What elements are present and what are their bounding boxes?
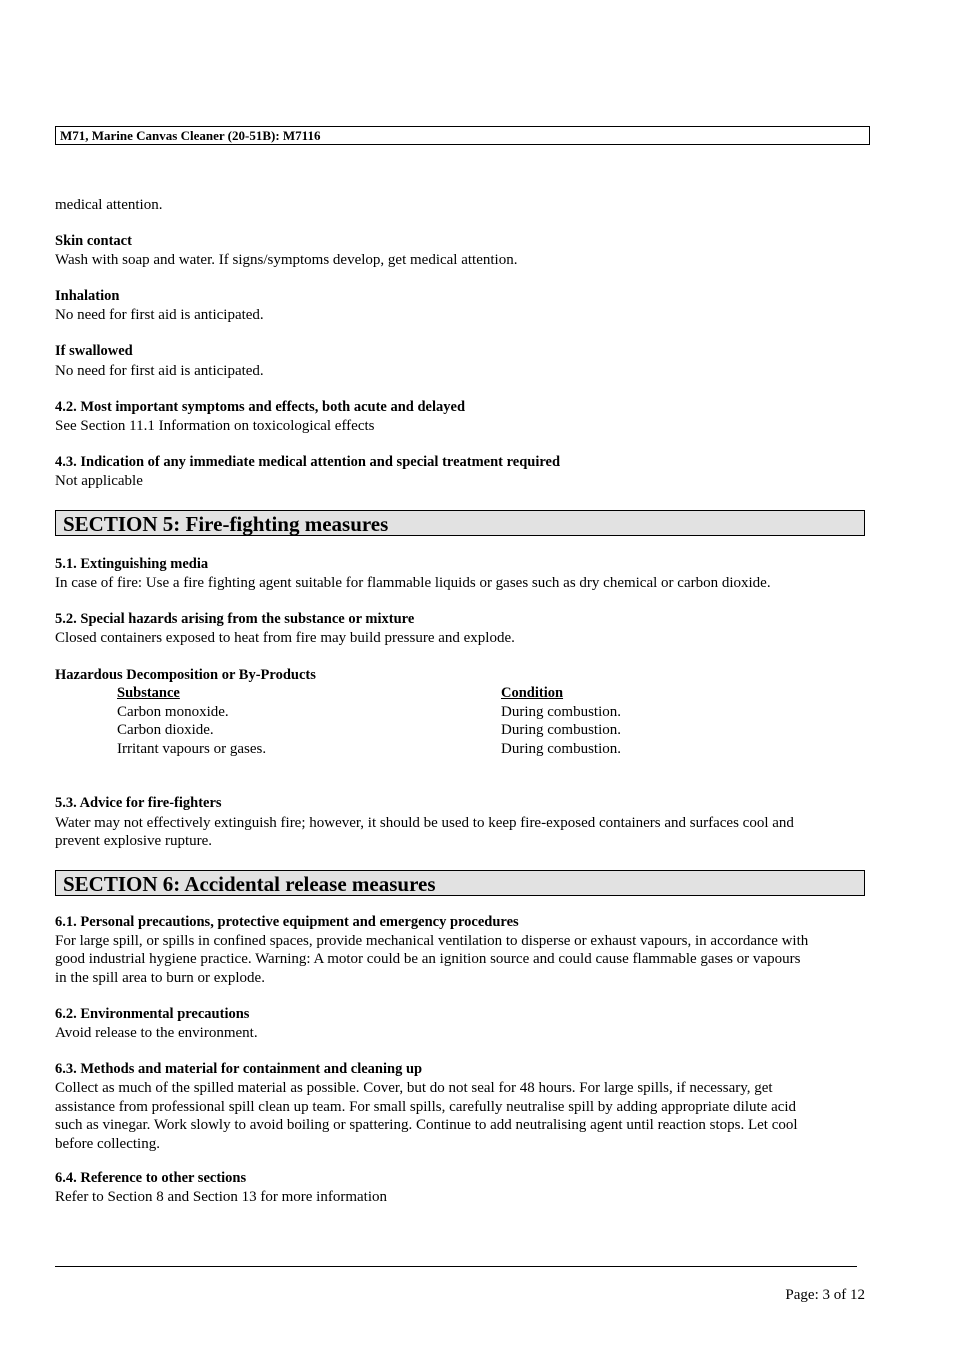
section-5-2-heading: 5.2. Special hazards arising from the substance or mixture [55,611,415,627]
substance-column-header: Substance [117,685,180,701]
section-6-title: SECTION 6: Accidental release measures [55,870,865,896]
table-cell-condition: During combustion. [501,722,621,738]
section-6-4-text: Refer to Section 8 and Section 13 for more information [55,1189,387,1205]
condition-column-header: Condition [501,685,564,701]
table-cell-condition: During combustion. [501,704,621,720]
page-number: Page: 3 of 12 [785,1287,865,1303]
section-5-1-text: In case of fire: Use a fire fighting agent suitable for flammable liquids or gases such as dry chemical or carbon dioxide. [55,575,771,591]
section-4-3-heading: 4.3. Indication of any immediate medical attention and special treatment required [55,454,561,470]
document-header: M71, Marine Canvas Cleaner (20-51B): M7116 [55,126,870,145]
swallowed-text: No need for first aid is anticipated. [55,363,264,379]
table-cell-substance: Irritant vapours or gases. [117,741,267,757]
section-5-3-text-line: Water may not effectively extinguish fire; however, it should be used to keep fire-exposed containers and surfaces cool and [55,815,794,831]
inhalation-heading: Inhalation [55,288,120,304]
section-6-4-heading: 6.4. Reference to other sections [55,1170,247,1186]
section-5-3-text-line: prevent explosive rupture. [55,833,213,849]
section-5-2-text: Closed containers exposed to heat from fire may build pressure and explode. [55,630,515,646]
section-6-3-text-line: before collecting. [55,1136,160,1152]
table-cell-substance: Carbon monoxide. [117,704,229,720]
section-4-2-text: See Section 11.1 Information on toxicological effects [55,418,375,434]
section-6-1-text-line: good industrial hygiene practice. Warning: A motor could be an ignition source and could cause flammable gases or vapours [55,951,801,967]
skin-contact-heading: Skin contact [55,233,132,249]
continuation-text: medical attention. [55,197,163,213]
inhalation-text: No need for first aid is anticipated. [55,307,264,323]
section-6-3-heading: 6.3. Methods and material for containment and cleaning up [55,1061,423,1077]
hazardous-decomposition-heading: Hazardous Decomposition or By-Products [55,667,316,683]
section-6-3-text-line: such as vinegar. Work slowly to avoid boiling or spattering. Continue to add neutralising agent until reaction stops. Let cool [55,1117,798,1133]
skin-contact-text: Wash with soap and water. If signs/symptoms develop, get medical attention. [55,252,518,268]
section-6-1-text-line: For large spill, or spills in confined spaces, provide mechanical ventilation to disperse or exhaust vapours, in accordance with [55,933,809,949]
section-5-3-heading: 5.3. Advice for fire-fighters [55,795,222,811]
section-6-2-heading: 6.2. Environmental precautions [55,1006,250,1022]
swallowed-heading: If swallowed [55,343,133,359]
section-5-1-heading: 5.1. Extinguishing media [55,556,209,572]
table-cell-substance: Carbon dioxide. [117,722,214,738]
section-6-1-text-line: in the spill area to burn or explode. [55,970,265,986]
section-6-3-text-line: Collect as much of the spilled material as possible. Cover, but do not seal for 48 hours. For large spills, if necessary, get [55,1080,773,1096]
section-5-title: SECTION 5: Fire-fighting measures [55,510,865,536]
section-6-1-heading: 6.1. Personal precautions, protective equipment and emergency procedures [55,914,519,930]
section-4-3-text: Not applicable [55,473,143,489]
table-cell-condition: During combustion. [501,741,621,757]
footer-divider [55,1266,857,1267]
section-4-2-heading: 4.2. Most important symptoms and effects, both acute and delayed [55,399,466,415]
section-6-2-text: Avoid release to the environment. [55,1025,258,1041]
section-6-3-text-line: assistance from professional spill clean up team. For small spills, carefully neutralise spill by adding appropriate dilute acid [55,1099,797,1115]
